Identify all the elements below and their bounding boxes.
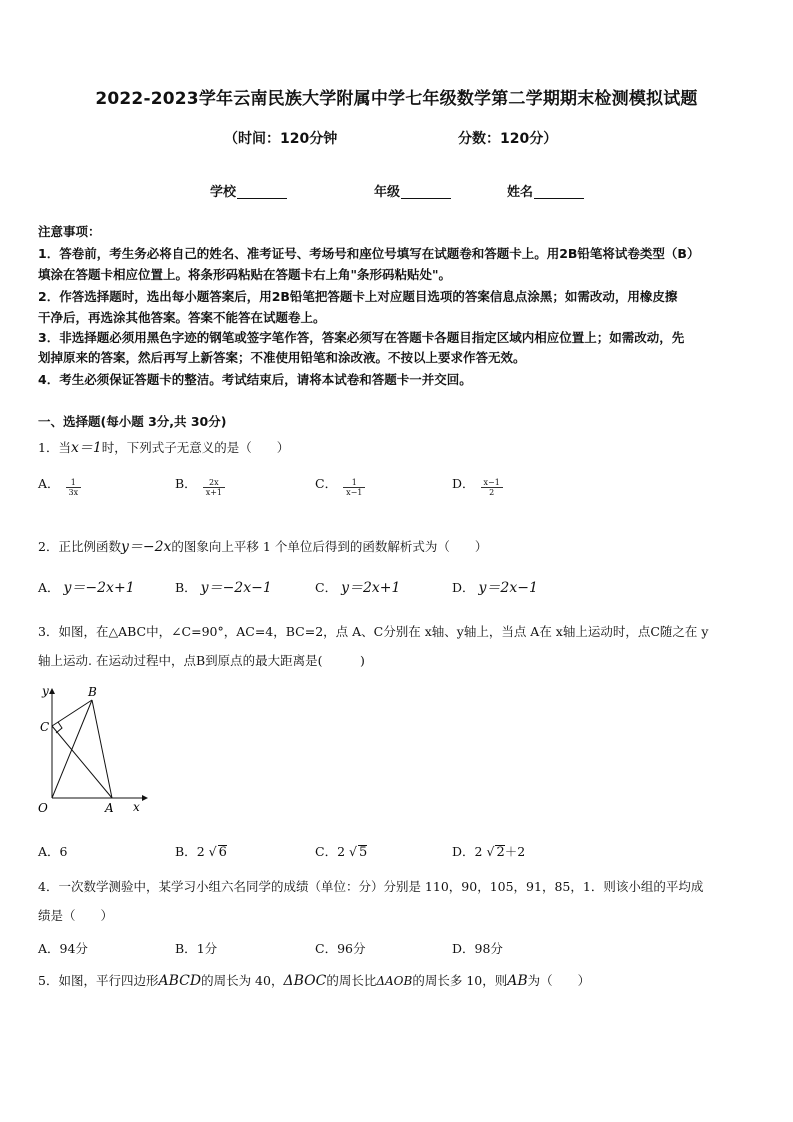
q1-condition: x＝1 xyxy=(70,440,102,456)
note-line: 1．答卷前，考生务必将自己的姓名、准考证号、考场号和座位号填写在试题卷和答题卡上。用2B铅笔将试卷类型（B） xyxy=(38,246,700,261)
grade-field[interactable] xyxy=(374,181,451,200)
q2-option-d[interactable]: D． y＝2x−1 xyxy=(452,580,538,596)
note-line: 4．考生必须保证答题卡的整洁。考试结束后，请将本试卷和答题卡一并交回。 xyxy=(38,372,472,387)
fraction: $\frac{2x}{x+1}$ xyxy=(203,478,225,497)
school-blank[interactable] xyxy=(237,184,287,199)
grade-label: 年级 xyxy=(374,185,401,200)
q1-option-b[interactable] xyxy=(175,472,225,497)
section-heading: 一、选择题(每小题 3分,共 30分) xyxy=(38,414,227,429)
segment-ca xyxy=(52,726,112,798)
q2-option-a[interactable]: A． y＝−2x+1 xyxy=(38,580,135,596)
q1-text: 1．当 xyxy=(38,440,71,455)
note-line: 划掉原来的答案，然后再写上新答案；不准使用铅笔和涂改液。不按以上要求作答无效。 xyxy=(38,350,526,365)
segment-ob xyxy=(52,700,92,798)
label-o: O xyxy=(38,801,48,815)
label-b: B xyxy=(88,685,97,699)
option-value: y＝2x−1 xyxy=(478,580,538,596)
note-line: 干净后，再选涂其他答案。答案不能答在试题卷上。 xyxy=(38,310,326,325)
question-4-line-1: 4．一次数学测验中，某学习小组六名同学的成绩（单位：分）分别是 110，90，105，91，85，1．则该小组的平均成 xyxy=(38,879,704,894)
name-blank[interactable] xyxy=(534,184,584,199)
label-y: y xyxy=(42,684,49,698)
q5-aob: ΔAOB xyxy=(376,974,413,988)
question-5: 5．如图，平行四边形ABCD的周长为 40，ΔBOC的周长比ΔAOB的周长多 10，则AB为（ ） xyxy=(38,973,591,989)
q1-option-c[interactable] xyxy=(315,472,365,497)
q5-boc: ΔBOC xyxy=(283,973,327,989)
option-value: 6 xyxy=(59,844,68,859)
q2-option-b[interactable]: B． y＝−2x−1 xyxy=(175,580,272,596)
grade-blank[interactable] xyxy=(401,184,451,199)
school-label: 学校 xyxy=(210,185,237,200)
q3-option-d[interactable]: D．2 √ 2＋2 xyxy=(452,844,526,860)
x-axis-arrow xyxy=(142,795,148,801)
segment-ba xyxy=(92,700,112,798)
q5-ab: AB xyxy=(507,973,528,989)
question-3-line-1: 3．如图，在△ABC中，∠C=90°，AC=4，BC=2，点 A、C分别在 x轴、y轴上，当点 A在 x轴上运动时，点C随之在 y xyxy=(38,624,709,639)
label-a: A xyxy=(105,801,114,815)
label-x: x xyxy=(133,800,140,814)
q3-option-a[interactable]: A．6 xyxy=(38,844,68,859)
name-label: 姓名 xyxy=(507,185,534,200)
page-title: 2022-2023学年云南民族大学附属中学七年级数学第二学期期末检测模拟试题 xyxy=(95,89,698,109)
q3-option-b[interactable]: B．2 √ 6 xyxy=(175,844,227,860)
question-1 xyxy=(38,437,289,457)
q1-option-a[interactable] xyxy=(38,472,81,497)
score-info: 分数：120分） xyxy=(458,131,558,147)
option-value: y＝−2x+1 xyxy=(63,580,135,596)
q2-option-c[interactable]: C． y＝2x+1 xyxy=(315,580,401,596)
label-c: C xyxy=(40,720,50,734)
q5-abcd: ABCD xyxy=(158,973,202,989)
note-line: 3．非选择题必须用黑色字迹的钢笔或签字笔作答，答案必须写在答题卡各题目指定区域内相应位置上；如需改动，先 xyxy=(38,330,685,345)
time-info: （时间：120分钟 xyxy=(224,131,338,147)
q4-option-c[interactable]: C．96分 xyxy=(315,941,366,956)
option-label: B． xyxy=(175,476,197,491)
q4-option-d[interactable]: D．98分 xyxy=(452,941,503,956)
q4-option-a[interactable]: A．94分 xyxy=(38,941,88,956)
question-4-line-2: 绩是（ ） xyxy=(38,908,114,923)
q2-function: y＝−2x xyxy=(120,539,172,555)
note-line: 2．作答选择题时，选出每小题答案后，用2B铅笔把答题卡上对应题目选项的答案信息点涂黑；如需改动，用橡皮擦 xyxy=(38,289,678,304)
q3-option-c[interactable]: C．2 √ 5 xyxy=(315,844,368,860)
fraction: $\frac{x-1}{2}$ xyxy=(481,478,503,497)
option-label: D． xyxy=(452,476,475,491)
question-3-line-2: 轴上运动. 在运动过程中，点B到原点的最大距离是( ) xyxy=(38,653,365,668)
q1-text-end: 时，下列式子无意义的是（ ） xyxy=(101,440,290,455)
name-field[interactable] xyxy=(507,181,584,200)
notes-heading: 注意事项： xyxy=(38,224,101,239)
fraction: $\frac{1}{x-1}$ xyxy=(343,478,365,497)
option-value: y＝−2x−1 xyxy=(200,580,272,596)
q4-option-b[interactable]: B．1分 xyxy=(175,941,218,956)
school-field[interactable] xyxy=(210,181,287,200)
y-axis-arrow xyxy=(49,688,55,694)
option-label: A． xyxy=(38,476,60,491)
question-2 xyxy=(38,536,487,556)
q2-text-end: 的图象向上平移 1 个单位后得到的函数解析式为（ ） xyxy=(171,539,488,554)
option-value: y＝2x+1 xyxy=(341,580,401,596)
option-label: C． xyxy=(315,476,338,491)
q2-text: 2．正比例函数 xyxy=(38,539,121,554)
q1-option-d[interactable] xyxy=(452,472,503,497)
fraction: $\frac{1}{3x}$ xyxy=(66,478,82,497)
q3-figure xyxy=(34,684,164,824)
note-line: 填涂在答题卡相应位置上。将条形码粘贴在答题卡右上角"条形码粘贴处"。 xyxy=(38,267,452,282)
